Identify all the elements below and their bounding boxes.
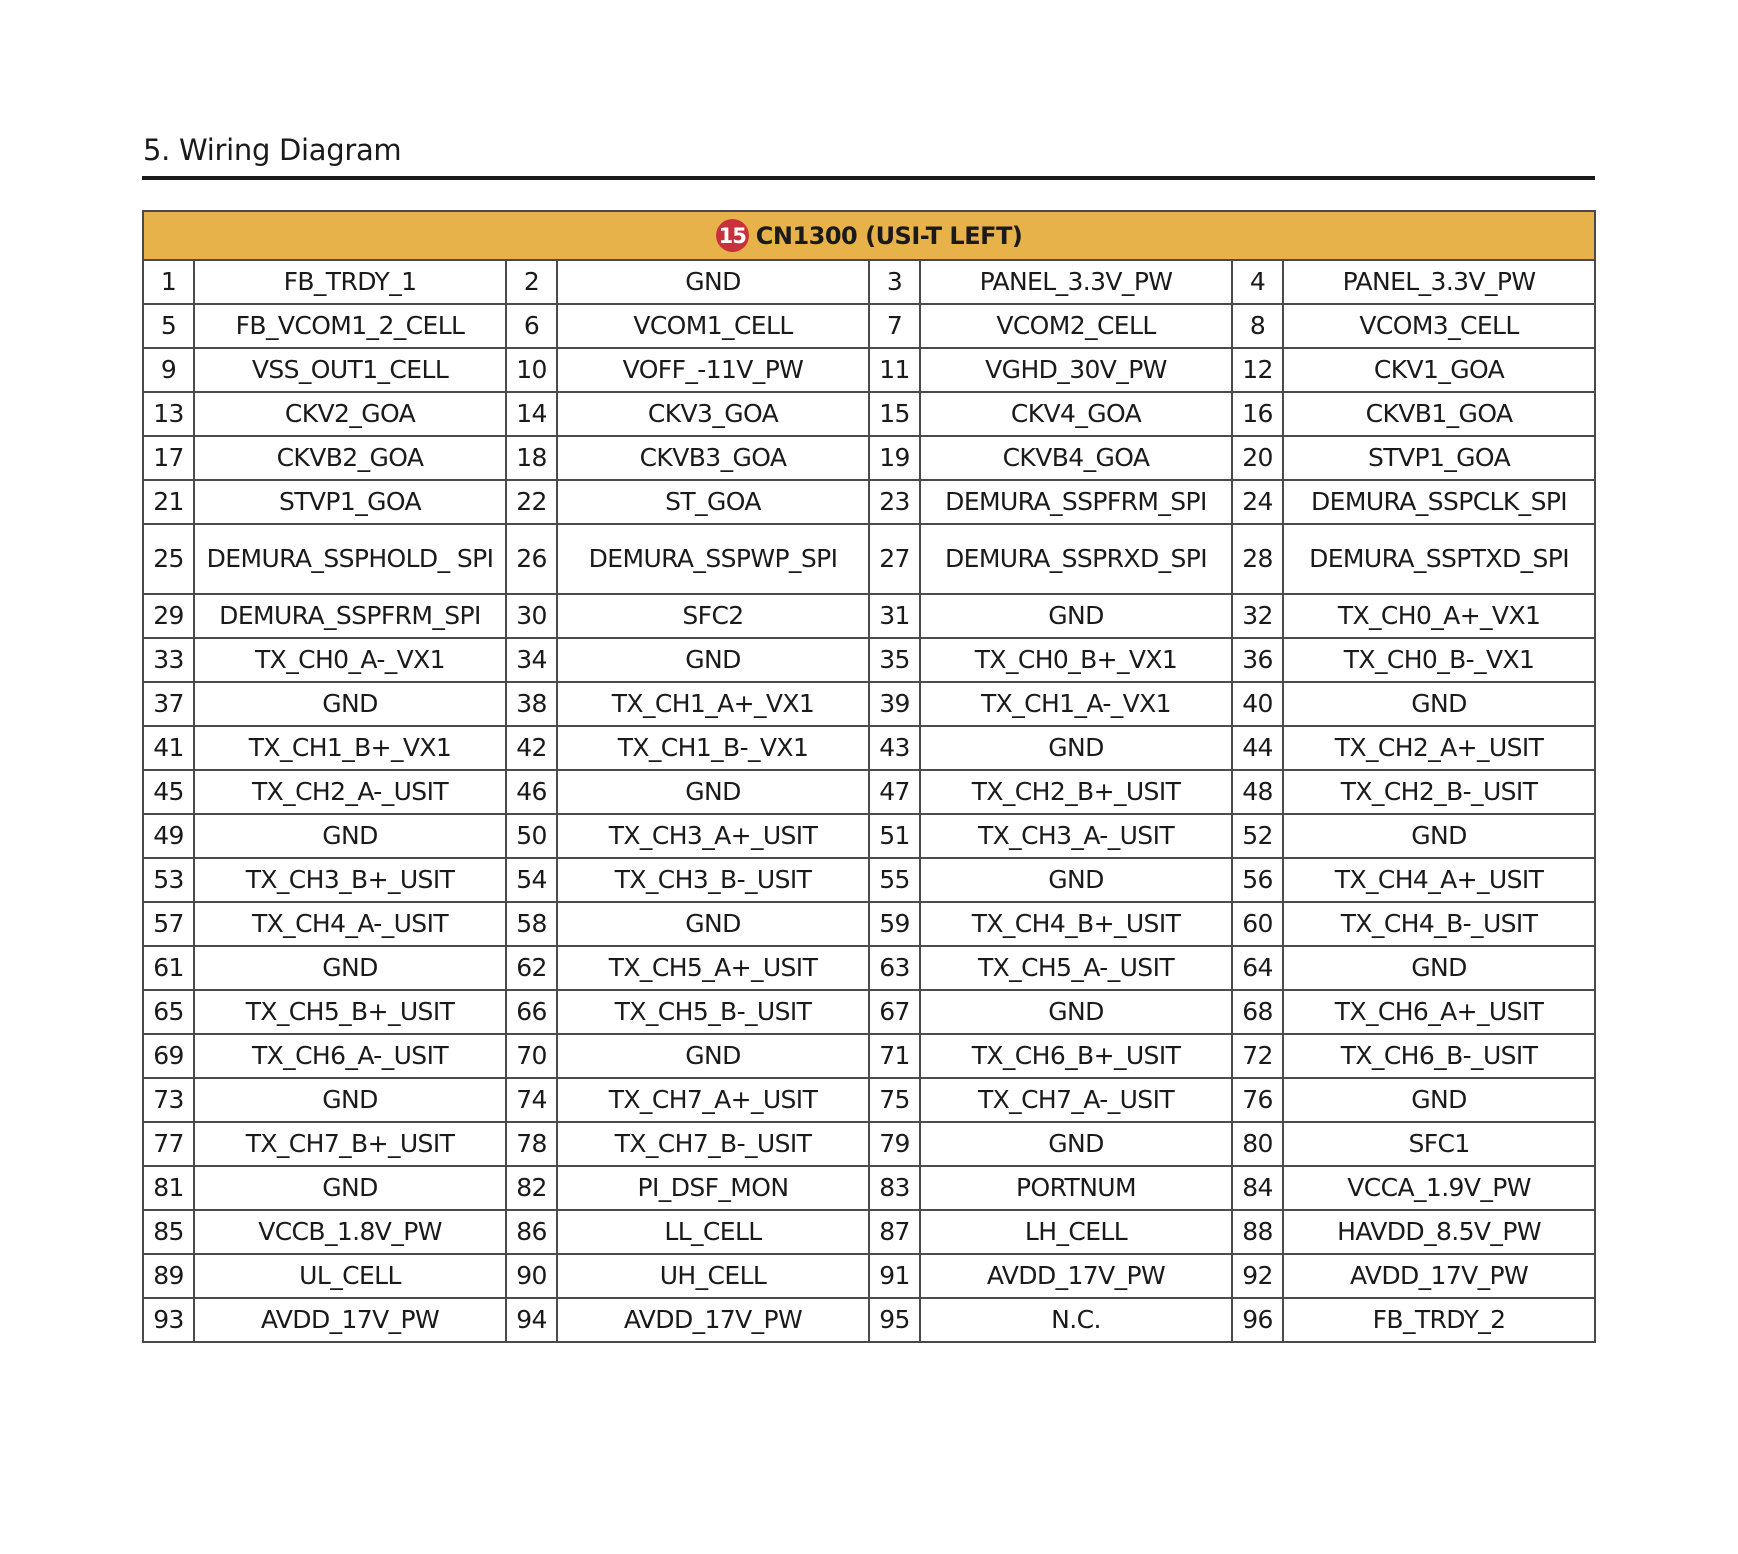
signal-name-cell: GND <box>557 902 869 946</box>
pin-number-cell: 90 <box>506 1254 557 1298</box>
table-row <box>143 638 1595 682</box>
signal-name-cell: TX_CH4_A+_USIT <box>1283 858 1595 902</box>
pin-number-cell: 41 <box>143 726 194 770</box>
signal-name-cell: AVDD_17V_PW <box>557 1298 869 1342</box>
signal-name-cell: TX_CH5_B+_USIT <box>194 990 506 1034</box>
pin-number-cell: 35 <box>869 638 920 682</box>
pin-number-cell: 17 <box>143 436 194 480</box>
signal-name-cell: DEMURA_SSPWP_SPI <box>557 524 869 594</box>
pin-number-cell: 57 <box>143 902 194 946</box>
signal-name-cell: PI_DSF_MON <box>557 1166 869 1210</box>
table-row <box>143 682 1595 726</box>
pin-number-cell: 77 <box>143 1122 194 1166</box>
pin-number-cell: 8 <box>1232 304 1283 348</box>
pin-number-cell: 19 <box>869 436 920 480</box>
pin-number-cell: 30 <box>506 594 557 638</box>
pin-number-cell: 66 <box>506 990 557 1034</box>
pin-number-cell: 59 <box>869 902 920 946</box>
signal-name-cell: VCOM1_CELL <box>557 304 869 348</box>
signal-name-cell: DEMURA_SSPHOLD_ SPI <box>194 524 506 594</box>
table-row <box>143 524 1595 594</box>
signal-name-cell: GND <box>557 260 869 304</box>
signal-name-cell: TX_CH2_B-_USIT <box>1283 770 1595 814</box>
pin-number-cell: 60 <box>1232 902 1283 946</box>
table-row <box>143 1166 1595 1210</box>
pin-number-cell: 44 <box>1232 726 1283 770</box>
signal-name-cell: UL_CELL <box>194 1254 506 1298</box>
signal-name-cell: TX_CH4_B+_USIT <box>920 902 1232 946</box>
pin-number-cell: 53 <box>143 858 194 902</box>
pin-number-cell: 14 <box>506 392 557 436</box>
pin-number-cell: 16 <box>1232 392 1283 436</box>
pin-number-cell: 33 <box>143 638 194 682</box>
signal-name-cell: DEMURA_SSPTXD_SPI <box>1283 524 1595 594</box>
pin-number-cell: 68 <box>1232 990 1283 1034</box>
pin-number-cell: 46 <box>506 770 557 814</box>
signal-name-cell: AVDD_17V_PW <box>194 1298 506 1342</box>
pin-number-cell: 37 <box>143 682 194 726</box>
pin-number-cell: 79 <box>869 1122 920 1166</box>
pin-number-cell: 29 <box>143 594 194 638</box>
pin-number-cell: 76 <box>1232 1078 1283 1122</box>
signal-name-cell: GND <box>1283 1078 1595 1122</box>
pin-number-cell: 22 <box>506 480 557 524</box>
table-row <box>143 1254 1595 1298</box>
pin-number-cell: 39 <box>869 682 920 726</box>
pin-number-cell: 47 <box>869 770 920 814</box>
pin-number-cell: 75 <box>869 1078 920 1122</box>
pin-number-cell: 64 <box>1232 946 1283 990</box>
signal-name-cell: GND <box>1283 946 1595 990</box>
table-row <box>143 594 1595 638</box>
pin-number-cell: 32 <box>1232 594 1283 638</box>
table-row <box>143 480 1595 524</box>
pin-number-cell: 82 <box>506 1166 557 1210</box>
signal-name-cell: GND <box>194 1078 506 1122</box>
signal-name-cell: SFC1 <box>1283 1122 1595 1166</box>
pin-number-cell: 50 <box>506 814 557 858</box>
signal-name-cell: GND <box>557 770 869 814</box>
signal-name-cell: GND <box>194 1166 506 1210</box>
signal-name-cell: LL_CELL <box>557 1210 869 1254</box>
pin-number-cell: 42 <box>506 726 557 770</box>
signal-name-cell: TX_CH5_B-_USIT <box>557 990 869 1034</box>
signal-name-cell: GND <box>557 1034 869 1078</box>
pin-number-cell: 94 <box>506 1298 557 1342</box>
pin-number-cell: 73 <box>143 1078 194 1122</box>
signal-name-cell: TX_CH0_B+_VX1 <box>920 638 1232 682</box>
signal-name-cell: TX_CH3_A-_USIT <box>920 814 1232 858</box>
pin-number-cell: 63 <box>869 946 920 990</box>
pin-number-cell: 12 <box>1232 348 1283 392</box>
pin-number-cell: 87 <box>869 1210 920 1254</box>
signal-name-cell: TX_CH1_B-_VX1 <box>557 726 869 770</box>
pin-number-cell: 49 <box>143 814 194 858</box>
pin-number-cell: 23 <box>869 480 920 524</box>
signal-name-cell: VCOM3_CELL <box>1283 304 1595 348</box>
table-row <box>143 990 1595 1034</box>
signal-name-cell: GND <box>920 858 1232 902</box>
signal-name-cell: TX_CH4_A-_USIT <box>194 902 506 946</box>
connector-number-badge: 15 <box>716 219 749 252</box>
pin-number-cell: 92 <box>1232 1254 1283 1298</box>
pin-number-cell: 70 <box>506 1034 557 1078</box>
table-row <box>143 304 1595 348</box>
pin-number-cell: 95 <box>869 1298 920 1342</box>
signal-name-cell: DEMURA_SSPCLK_SPI <box>1283 480 1595 524</box>
signal-name-cell: CKV3_GOA <box>557 392 869 436</box>
pin-number-cell: 9 <box>143 348 194 392</box>
pin-number-cell: 15 <box>869 392 920 436</box>
signal-name-cell: GND <box>557 638 869 682</box>
signal-name-cell: VOFF_-11V_PW <box>557 348 869 392</box>
signal-name-cell: CKVB3_GOA <box>557 436 869 480</box>
pin-number-cell: 51 <box>869 814 920 858</box>
table-row <box>143 1034 1595 1078</box>
signal-name-cell: TX_CH1_A-_VX1 <box>920 682 1232 726</box>
signal-name-cell: CKVB2_GOA <box>194 436 506 480</box>
pin-number-cell: 85 <box>143 1210 194 1254</box>
signal-name-cell: VCCA_1.9V_PW <box>1283 1166 1595 1210</box>
signal-name-cell: TX_CH4_B-_USIT <box>1283 902 1595 946</box>
signal-name-cell: CKV4_GOA <box>920 392 1232 436</box>
signal-name-cell: TX_CH7_B-_USIT <box>557 1122 869 1166</box>
table-row <box>143 1210 1595 1254</box>
table-row <box>143 858 1595 902</box>
table-row <box>143 436 1595 480</box>
pin-number-cell: 13 <box>143 392 194 436</box>
connector-header <box>143 211 1595 260</box>
signal-name-cell: UH_CELL <box>557 1254 869 1298</box>
signal-name-cell: TX_CH2_B+_USIT <box>920 770 1232 814</box>
pin-number-cell: 48 <box>1232 770 1283 814</box>
signal-name-cell: VCCB_1.8V_PW <box>194 1210 506 1254</box>
table-row <box>143 946 1595 990</box>
pin-number-cell: 93 <box>143 1298 194 1342</box>
wiring-table-body <box>143 260 1595 1342</box>
signal-name-cell: CKV1_GOA <box>1283 348 1595 392</box>
table-row <box>143 348 1595 392</box>
pin-number-cell: 55 <box>869 858 920 902</box>
table-row <box>143 726 1595 770</box>
pin-number-cell: 11 <box>869 348 920 392</box>
pin-number-cell: 25 <box>143 524 194 594</box>
pin-number-cell: 80 <box>1232 1122 1283 1166</box>
signal-name-cell: TX_CH3_B+_USIT <box>194 858 506 902</box>
pin-number-cell: 18 <box>506 436 557 480</box>
signal-name-cell: TX_CH1_B+_VX1 <box>194 726 506 770</box>
pin-number-cell: 83 <box>869 1166 920 1210</box>
pin-number-cell: 24 <box>1232 480 1283 524</box>
signal-name-cell: GND <box>920 990 1232 1034</box>
pin-number-cell: 1 <box>143 260 194 304</box>
pin-number-cell: 4 <box>1232 260 1283 304</box>
signal-name-cell: GND <box>920 594 1232 638</box>
pin-number-cell: 72 <box>1232 1034 1283 1078</box>
signal-name-cell: GND <box>920 1122 1232 1166</box>
signal-name-cell: TX_CH0_A-_VX1 <box>194 638 506 682</box>
signal-name-cell: GND <box>194 682 506 726</box>
pin-number-cell: 28 <box>1232 524 1283 594</box>
signal-name-cell: VSS_OUT1_CELL <box>194 348 506 392</box>
signal-name-cell: TX_CH6_A+_USIT <box>1283 990 1595 1034</box>
signal-name-cell: TX_CH5_A-_USIT <box>920 946 1232 990</box>
signal-name-cell: GND <box>194 814 506 858</box>
signal-name-cell: TX_CH0_B-_VX1 <box>1283 638 1595 682</box>
signal-name-cell: STVP1_GOA <box>194 480 506 524</box>
signal-name-cell: AVDD_17V_PW <box>1283 1254 1595 1298</box>
signal-name-cell: STVP1_GOA <box>1283 436 1595 480</box>
pin-number-cell: 52 <box>1232 814 1283 858</box>
signal-name-cell: CKVB4_GOA <box>920 436 1232 480</box>
signal-name-cell: TX_CH7_B+_USIT <box>194 1122 506 1166</box>
signal-name-cell: PANEL_3.3V_PW <box>1283 260 1595 304</box>
pin-number-cell: 88 <box>1232 1210 1283 1254</box>
pin-number-cell: 43 <box>869 726 920 770</box>
signal-name-cell: TX_CH3_B-_USIT <box>557 858 869 902</box>
signal-name-cell: GND <box>1283 682 1595 726</box>
pin-number-cell: 45 <box>143 770 194 814</box>
pin-number-cell: 65 <box>143 990 194 1034</box>
pin-number-cell: 67 <box>869 990 920 1034</box>
table-row <box>143 1078 1595 1122</box>
signal-name-cell: TX_CH5_A+_USIT <box>557 946 869 990</box>
table-row <box>143 1122 1595 1166</box>
pin-number-cell: 71 <box>869 1034 920 1078</box>
signal-name-cell: VGHD_30V_PW <box>920 348 1232 392</box>
pin-number-cell: 62 <box>506 946 557 990</box>
signal-name-cell: TX_CH0_A+_VX1 <box>1283 594 1595 638</box>
signal-name-cell: TX_CH6_B+_USIT <box>920 1034 1232 1078</box>
pin-number-cell: 26 <box>506 524 557 594</box>
pin-number-cell: 91 <box>869 1254 920 1298</box>
pin-number-cell: 38 <box>506 682 557 726</box>
table-row <box>143 814 1595 858</box>
table-row <box>143 770 1595 814</box>
signal-name-cell: FB_TRDY_2 <box>1283 1298 1595 1342</box>
pin-number-cell: 78 <box>506 1122 557 1166</box>
pin-number-cell: 54 <box>506 858 557 902</box>
title-rule <box>142 176 1595 180</box>
signal-name-cell: FB_VCOM1_2_CELL <box>194 304 506 348</box>
table-row <box>143 392 1595 436</box>
signal-name-cell: AVDD_17V_PW <box>920 1254 1232 1298</box>
signal-name-cell: CKV2_GOA <box>194 392 506 436</box>
pin-number-cell: 5 <box>143 304 194 348</box>
pin-number-cell: 58 <box>506 902 557 946</box>
pin-number-cell: 6 <box>506 304 557 348</box>
page-title: 5. Wiring Diagram <box>143 133 402 167</box>
signal-name-cell: VCOM2_CELL <box>920 304 1232 348</box>
table-row <box>143 902 1595 946</box>
signal-name-cell: TX_CH3_A+_USIT <box>557 814 869 858</box>
pin-number-cell: 2 <box>506 260 557 304</box>
pin-number-cell: 34 <box>506 638 557 682</box>
signal-name-cell: GND <box>194 946 506 990</box>
pin-number-cell: 56 <box>1232 858 1283 902</box>
pin-number-cell: 96 <box>1232 1298 1283 1342</box>
pin-number-cell: 69 <box>143 1034 194 1078</box>
pin-number-cell: 89 <box>143 1254 194 1298</box>
signal-name-cell: TX_CH2_A+_USIT <box>1283 726 1595 770</box>
pin-number-cell: 84 <box>1232 1166 1283 1210</box>
signal-name-cell: CKVB1_GOA <box>1283 392 1595 436</box>
pin-number-cell: 3 <box>869 260 920 304</box>
pin-number-cell: 7 <box>869 304 920 348</box>
pin-number-cell: 61 <box>143 946 194 990</box>
signal-name-cell: N.C. <box>920 1298 1232 1342</box>
pin-number-cell: 10 <box>506 348 557 392</box>
table-row <box>143 260 1595 304</box>
wiring-table <box>142 210 1596 1343</box>
connector-header-row <box>143 211 1595 260</box>
signal-name-cell: GND <box>920 726 1232 770</box>
pin-number-cell: 40 <box>1232 682 1283 726</box>
signal-name-cell: TX_CH7_A-_USIT <box>920 1078 1232 1122</box>
pin-number-cell: 21 <box>143 480 194 524</box>
pin-number-cell: 31 <box>869 594 920 638</box>
signal-name-cell: PORTNUM <box>920 1166 1232 1210</box>
signal-name-cell: FB_TRDY_1 <box>194 260 506 304</box>
pin-number-cell: 27 <box>869 524 920 594</box>
signal-name-cell: LH_CELL <box>920 1210 1232 1254</box>
signal-name-cell: DEMURA_SSPFRM_SPI <box>920 480 1232 524</box>
signal-name-cell: SFC2 <box>557 594 869 638</box>
pin-number-cell: 81 <box>143 1166 194 1210</box>
signal-name-cell: DEMURA_SSPRXD_SPI <box>920 524 1232 594</box>
signal-name-cell: TX_CH1_A+_VX1 <box>557 682 869 726</box>
table-row <box>143 1298 1595 1342</box>
signal-name-cell: PANEL_3.3V_PW <box>920 260 1232 304</box>
pin-number-cell: 86 <box>506 1210 557 1254</box>
pin-number-cell: 20 <box>1232 436 1283 480</box>
signal-name-cell: HAVDD_8.5V_PW <box>1283 1210 1595 1254</box>
connector-title: CN1300 (USI-T LEFT) <box>755 221 1023 250</box>
pin-number-cell: 36 <box>1232 638 1283 682</box>
signal-name-cell: GND <box>1283 814 1595 858</box>
signal-name-cell: TX_CH6_B-_USIT <box>1283 1034 1595 1078</box>
pin-number-cell: 74 <box>506 1078 557 1122</box>
signal-name-cell: DEMURA_SSPFRM_SPI <box>194 594 506 638</box>
signal-name-cell: TX_CH2_A-_USIT <box>194 770 506 814</box>
signal-name-cell: ST_GOA <box>557 480 869 524</box>
signal-name-cell: TX_CH6_A-_USIT <box>194 1034 506 1078</box>
signal-name-cell: TX_CH7_A+_USIT <box>557 1078 869 1122</box>
